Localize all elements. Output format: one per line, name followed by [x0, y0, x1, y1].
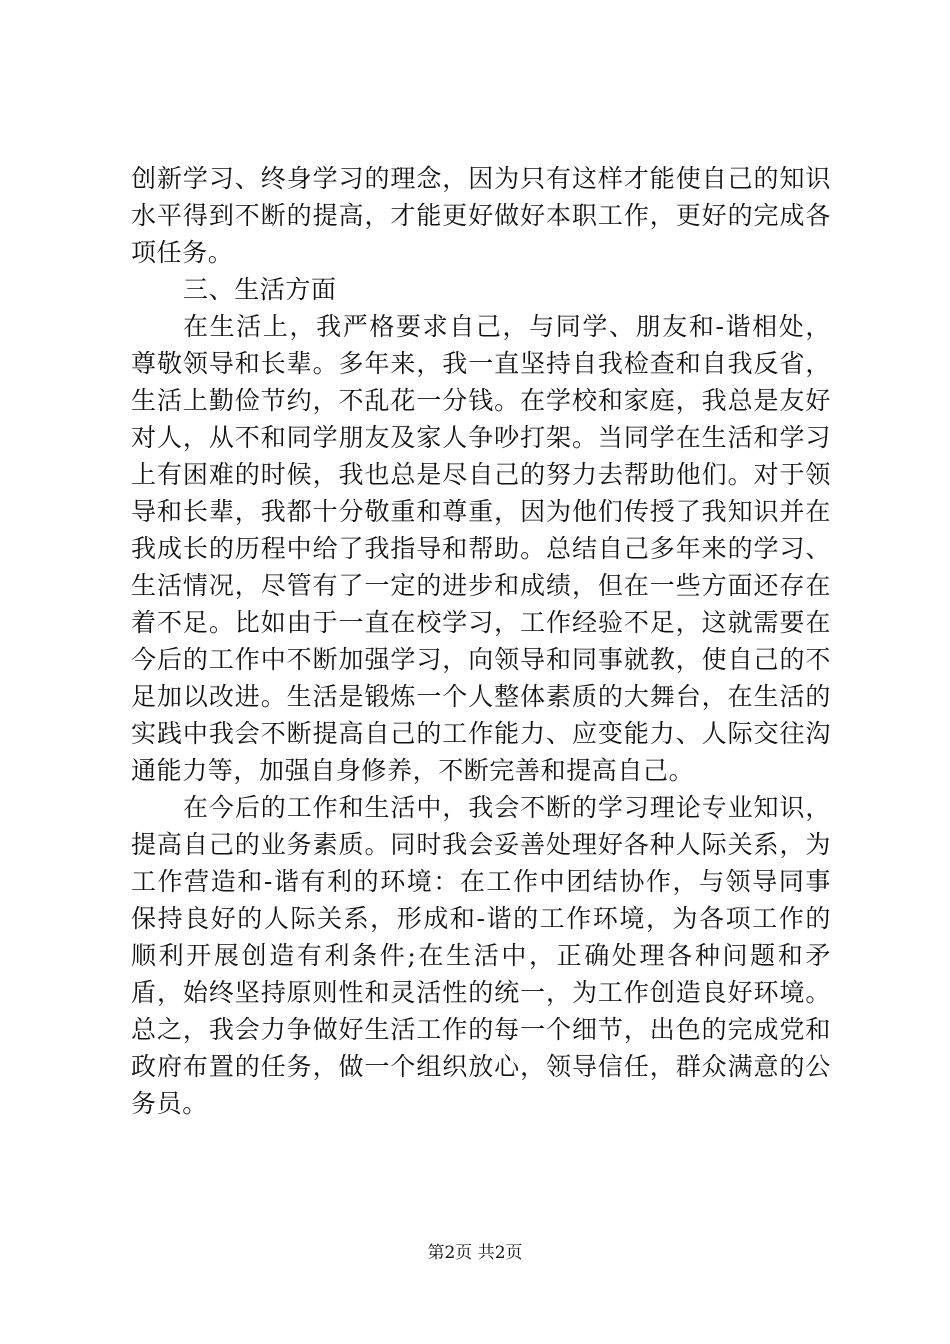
paragraph-continuation: 创新学习、终身学习的理念，因为只有这样才能使自己的知识水平得到不断的提高，才能更好做好本职工作，更好的完成各项任务。	[131, 164, 831, 267]
document-body	[131, 160, 831, 1122]
paragraph-future: 在今后的工作和生活中，我会不断的学习理论专业知识，提高自己的业务素质。同时我会妥善处理好各种人际关系，为工作营造和-谐有利的环境：在工作中团结协作，与领导同事保持良好的人际关系，形成和-谐的工作环境，为各项工作的顺利开展创造有利条件;在生活中，正确处理各种问题和矛盾，始终坚持原则性和灵活性的统一，为工作创造良好环境。总之，我会力争做好生活工作的每一个细节，出色的完成党和政府布置的任务，做一个组织放心，领导信任，群众满意的公务员。	[131, 793, 831, 1118]
paragraph-life: 在生活上，我严格要求自己，与同学、朋友和-谐相处，尊敬领导和长辈。多年来，我一直坚持自我检查和自我反省，生活上勤俭节约，不乱花一分钱。在学校和家庭，我总是友好对人，从不和同学朋友及家人争吵打架。当同学在生活和学习上有困难的时候，我也总是尽自己的努力去帮助他们。对于领导和长辈，我都十分敬重和尊重，因为他们传授了我知识并在我成长的历程中给了我指导和帮助。总结自己多年来的学习、生活情况，尽管有了一定的进步和成绩，但在一些方面还存在着不足。比如由于一直在校学习，工作经验不足，这就需要在今后的工作中不断加强学习，向领导和同事就教，使自己的不足加以改进。生活是锻炼一个人整体素质的大舞台，在生活的实践中我会不断提高自己的工作能力、应变能力、人际交往沟通能力等，加强自身修养，不断完善和提高自己。	[131, 312, 831, 785]
section-heading: 三、生活方面	[183, 275, 337, 304]
page-footer: 第2页 共2页	[427, 1243, 523, 1263]
